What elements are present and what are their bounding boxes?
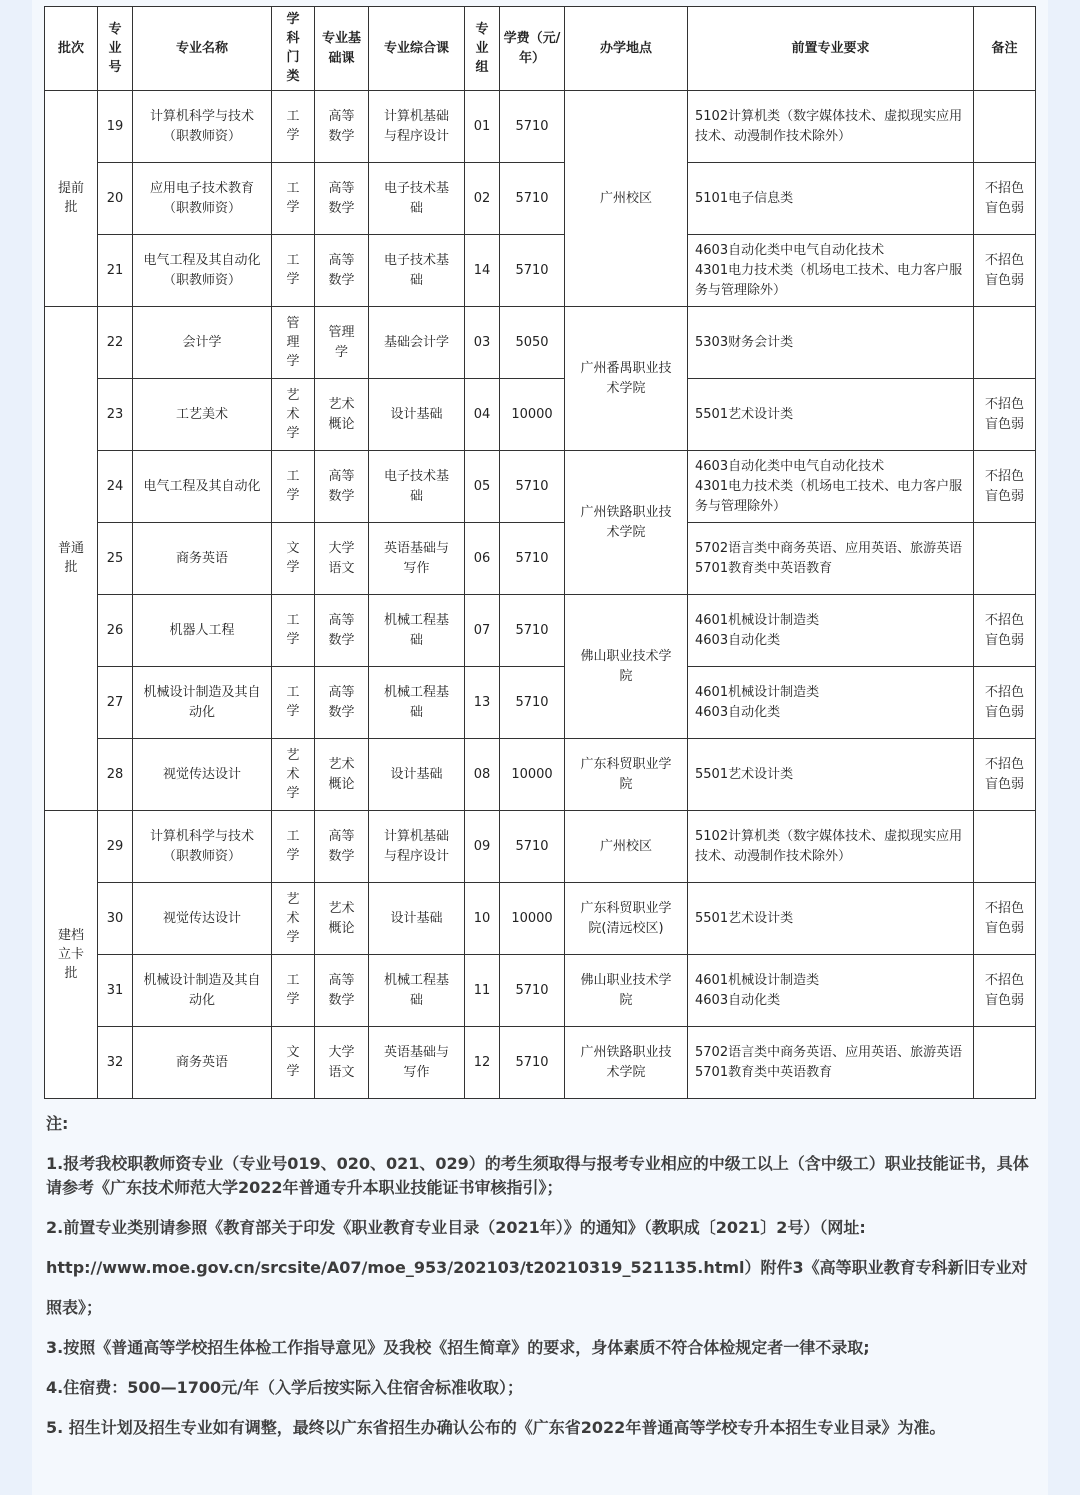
notes-title: 注:: [46, 1114, 69, 1133]
table-row: [45, 451, 1036, 523]
discipline-cell: 艺术学: [272, 379, 315, 451]
table-row: [45, 235, 1036, 307]
comprehensive-course-cell: 基础会计学: [369, 307, 465, 379]
basic-course-cell: 大学语文: [315, 523, 369, 595]
batch-cell: 普通批: [45, 307, 98, 811]
remark-cell: 不招色盲色弱: [974, 955, 1036, 1027]
tuition-fee-cell: 5710: [500, 595, 565, 667]
major-group-cell: 02: [465, 163, 500, 235]
prereq-cell: 5501艺术设计类: [688, 739, 974, 811]
tuition-fee-cell: 5710: [500, 955, 565, 1027]
major-code-cell: 29: [98, 811, 133, 883]
major-code-cell: 24: [98, 451, 133, 523]
tuition-fee-cell: 5710: [500, 451, 565, 523]
prereq-cell: 4603自动化类中电气自动化技术 4301电力技术类（机场电工技术、电力客户服务与管理除外）: [688, 451, 974, 523]
notes-section: [46, 1112, 1036, 1456]
basic-course-cell: 高等数学: [315, 91, 369, 163]
comprehensive-course-cell: 英语基础与写作: [369, 1027, 465, 1099]
note-4: 4.住宿费：500—1700元/年（入学后按实际入住宿舍标准收取）；: [46, 1378, 523, 1397]
major-name-cell: 会计学: [133, 307, 272, 379]
note-3: 3.按照《普通高等学校招生体检工作指导意见》及我校《招生简章》的要求，身体素质不符合体检规定者一律不录取;: [46, 1338, 870, 1357]
table-row: [45, 595, 1036, 667]
campus-cell: 广州校区: [565, 811, 688, 883]
header-code: 专业号: [98, 7, 133, 91]
major-group-cell: 09: [465, 811, 500, 883]
major-code-cell: 30: [98, 883, 133, 955]
major-code-cell: 20: [98, 163, 133, 235]
table-row: [45, 1027, 1036, 1099]
comprehensive-course-cell: 计算机基础与程序设计: [369, 91, 465, 163]
basic-course-cell: 大学语文: [315, 1027, 369, 1099]
major-group-cell: 07: [465, 595, 500, 667]
table-row: [45, 379, 1036, 451]
tuition-fee-cell: 5710: [500, 523, 565, 595]
campus-cell: 广州番禺职业技术学院: [565, 307, 688, 451]
major-name-cell: 计算机科学与技术（职教师资）: [133, 811, 272, 883]
prereq-cell: 5501艺术设计类: [688, 883, 974, 955]
remark-cell: 不招色盲色弱: [974, 451, 1036, 523]
tuition-fee-cell: 5710: [500, 811, 565, 883]
major-code-cell: 26: [98, 595, 133, 667]
major-name-cell: 视觉传达设计: [133, 739, 272, 811]
remark-cell: [974, 811, 1036, 883]
discipline-cell: 工学: [272, 91, 315, 163]
prereq-cell: 4601机械设计制造类 4603自动化类: [688, 667, 974, 739]
campus-cell: 佛山职业技术学院: [565, 955, 688, 1027]
comprehensive-course-cell: 设计基础: [369, 379, 465, 451]
major-group-cell: 05: [465, 451, 500, 523]
major-group-cell: 12: [465, 1027, 500, 1099]
tuition-fee-cell: 10000: [500, 739, 565, 811]
tuition-fee-cell: 5710: [500, 163, 565, 235]
header-prereq: 前置专业要求: [688, 7, 974, 91]
note-2-url: http://www.moe.gov.cn/srcsite/A07/moe_953/202103/t20210319_521135.html）附件3《高等职业教育专科新旧专业对照表》；: [46, 1258, 1028, 1317]
major-group-cell: 03: [465, 307, 500, 379]
campus-cell: 广东科贸职业学院(清远校区): [565, 883, 688, 955]
table-row: [45, 739, 1036, 811]
major-code-cell: 31: [98, 955, 133, 1027]
basic-course-cell: 高等数学: [315, 811, 369, 883]
prereq-cell: 5102计算机类（数字媒体技术、虚拟现实应用技术、动漫制作技术除外）: [688, 91, 974, 163]
basic-course-cell: 高等数学: [315, 163, 369, 235]
discipline-cell: 艺术学: [272, 739, 315, 811]
prereq-cell: 4603自动化类中电气自动化技术 4301电力技术类（机场电工技术、电力客户服务与管理除外）: [688, 235, 974, 307]
major-name-cell: 计算机科学与技术（职教师资）: [133, 91, 272, 163]
discipline-cell: 工学: [272, 451, 315, 523]
major-group-cell: 13: [465, 667, 500, 739]
campus-cell: 广州铁路职业技术学院: [565, 1027, 688, 1099]
major-code-cell: 22: [98, 307, 133, 379]
major-code-cell: 28: [98, 739, 133, 811]
comprehensive-course-cell: 机械工程基础: [369, 595, 465, 667]
table-row: [45, 883, 1036, 955]
header-batch: 批次: [45, 7, 98, 91]
discipline-cell: 文学: [272, 523, 315, 595]
major-name-cell: 商务英语: [133, 1027, 272, 1099]
basic-course-cell: 艺术概论: [315, 739, 369, 811]
major-group-cell: 14: [465, 235, 500, 307]
note-2: 2.前置专业类别请参照《教育部关于印发《职业教育专业目录（2021年）》的通知》（教职成〔2021〕2号）（网址:: [46, 1218, 866, 1237]
tuition-fee-cell: 10000: [500, 883, 565, 955]
note-5: 5. 招生计划及招生专业如有调整，最终以广东省招生办确认公布的《广东省2022年普通高等学校专升本招生专业目录》为准。: [46, 1418, 946, 1437]
discipline-cell: 工学: [272, 163, 315, 235]
tuition-fee-cell: 10000: [500, 379, 565, 451]
comprehensive-course-cell: 设计基础: [369, 739, 465, 811]
header-discipline: 学科门类: [272, 7, 315, 91]
discipline-cell: 工学: [272, 667, 315, 739]
remark-cell: [974, 1027, 1036, 1099]
prereq-cell: 5303财务会计类: [688, 307, 974, 379]
enrollment-table: [44, 6, 1036, 1099]
tuition-fee-cell: 5710: [500, 235, 565, 307]
table-row: [45, 955, 1036, 1027]
remark-cell: 不招色盲色弱: [974, 379, 1036, 451]
table-row: [45, 523, 1036, 595]
discipline-cell: 文学: [272, 1027, 315, 1099]
prereq-cell: 4601机械设计制造类 4603自动化类: [688, 595, 974, 667]
major-code-cell: 25: [98, 523, 133, 595]
remark-cell: 不招色盲色弱: [974, 235, 1036, 307]
note-1: 1.报考我校职教师资专业（专业号019、020、021、029）的考生须取得与报考专业相应的中级工以上（含中级工）职业技能证书，具体请参考《广东技术师范大学2022年普通专升本职业技能证书审核指引》；: [46, 1154, 1029, 1197]
basic-course-cell: 高等数学: [315, 667, 369, 739]
batch-cell: 提前批: [45, 91, 98, 307]
discipline-cell: 工学: [272, 955, 315, 1027]
remark-cell: 不招色盲色弱: [974, 667, 1036, 739]
remark-cell: [974, 523, 1036, 595]
tuition-fee-cell: 5710: [500, 91, 565, 163]
remark-cell: 不招色盲色弱: [974, 739, 1036, 811]
table-header: [45, 7, 1036, 91]
table-row: [45, 163, 1036, 235]
basic-course-cell: 高等数学: [315, 955, 369, 1027]
major-group-cell: 06: [465, 523, 500, 595]
table-row: [45, 307, 1036, 379]
header-basic: 专业基础课: [315, 7, 369, 91]
major-name-cell: 应用电子技术教育（职教师资）: [133, 163, 272, 235]
discipline-cell: 管理学: [272, 307, 315, 379]
prereq-cell: 5702语言类中商务英语、应用英语、旅游英语 5701教育类中英语教育: [688, 523, 974, 595]
basic-course-cell: 高等数学: [315, 595, 369, 667]
major-code-cell: 23: [98, 379, 133, 451]
major-code-cell: 32: [98, 1027, 133, 1099]
major-name-cell: 工艺美术: [133, 379, 272, 451]
major-group-cell: 01: [465, 91, 500, 163]
major-code-cell: 21: [98, 235, 133, 307]
major-group-cell: 04: [465, 379, 500, 451]
basic-course-cell: 高等数学: [315, 451, 369, 523]
header-campus: 办学地点: [565, 7, 688, 91]
header-group: 专业组: [465, 7, 500, 91]
campus-cell: 广州校区: [565, 91, 688, 307]
comprehensive-course-cell: 电子技术基础: [369, 235, 465, 307]
major-name-cell: 电气工程及其自动化（职教师资）: [133, 235, 272, 307]
remark-cell: 不招色盲色弱: [974, 883, 1036, 955]
prereq-cell: 5501艺术设计类: [688, 379, 974, 451]
header-remark: 备注: [974, 7, 1036, 91]
discipline-cell: 工学: [272, 811, 315, 883]
campus-cell: 广州铁路职业技术学院: [565, 451, 688, 595]
major-group-cell: 08: [465, 739, 500, 811]
tuition-fee-cell: 5050: [500, 307, 565, 379]
header-comprehensive: 专业综合课: [369, 7, 465, 91]
major-name-cell: 机械设计制造及其自动化: [133, 955, 272, 1027]
prereq-cell: 4601机械设计制造类 4603自动化类: [688, 955, 974, 1027]
table-row: [45, 667, 1036, 739]
tuition-fee-cell: 5710: [500, 667, 565, 739]
major-name-cell: 机械设计制造及其自动化: [133, 667, 272, 739]
major-name-cell: 商务英语: [133, 523, 272, 595]
discipline-cell: 工学: [272, 595, 315, 667]
table-row: [45, 811, 1036, 883]
discipline-cell: 工学: [272, 235, 315, 307]
comprehensive-course-cell: 机械工程基础: [369, 667, 465, 739]
major-group-cell: 10: [465, 883, 500, 955]
remark-cell: 不招色盲色弱: [974, 595, 1036, 667]
remark-cell: [974, 307, 1036, 379]
major-group-cell: 11: [465, 955, 500, 1027]
header-fee: 学费（元/年）: [500, 7, 565, 91]
major-name-cell: 机器人工程: [133, 595, 272, 667]
prereq-cell: 5702语言类中商务英语、应用英语、旅游英语 5701教育类中英语教育: [688, 1027, 974, 1099]
remark-cell: 不招色盲色弱: [974, 163, 1036, 235]
comprehensive-course-cell: 机械工程基础: [369, 955, 465, 1027]
major-name-cell: 电气工程及其自动化: [133, 451, 272, 523]
header-name: 专业名称: [133, 7, 272, 91]
campus-cell: 广东科贸职业学院: [565, 739, 688, 811]
tuition-fee-cell: 5710: [500, 1027, 565, 1099]
basic-course-cell: 艺术概论: [315, 379, 369, 451]
comprehensive-course-cell: 电子技术基础: [369, 451, 465, 523]
prereq-cell: 5101电子信息类: [688, 163, 974, 235]
comprehensive-course-cell: 英语基础与写作: [369, 523, 465, 595]
remark-cell: [974, 91, 1036, 163]
comprehensive-course-cell: 计算机基础与程序设计: [369, 811, 465, 883]
prereq-cell: 5102计算机类（数字媒体技术、虚拟现实应用技术、动漫制作技术除外）: [688, 811, 974, 883]
major-name-cell: 视觉传达设计: [133, 883, 272, 955]
major-code-cell: 19: [98, 91, 133, 163]
discipline-cell: 艺术学: [272, 883, 315, 955]
campus-cell: 佛山职业技术学院: [565, 595, 688, 739]
batch-cell: 建档立卡批: [45, 811, 98, 1099]
basic-course-cell: 高等数学: [315, 235, 369, 307]
comprehensive-course-cell: 电子技术基础: [369, 163, 465, 235]
basic-course-cell: 管理学: [315, 307, 369, 379]
basic-course-cell: 艺术概论: [315, 883, 369, 955]
comprehensive-course-cell: 设计基础: [369, 883, 465, 955]
table-row: [45, 91, 1036, 163]
major-code-cell: 27: [98, 667, 133, 739]
